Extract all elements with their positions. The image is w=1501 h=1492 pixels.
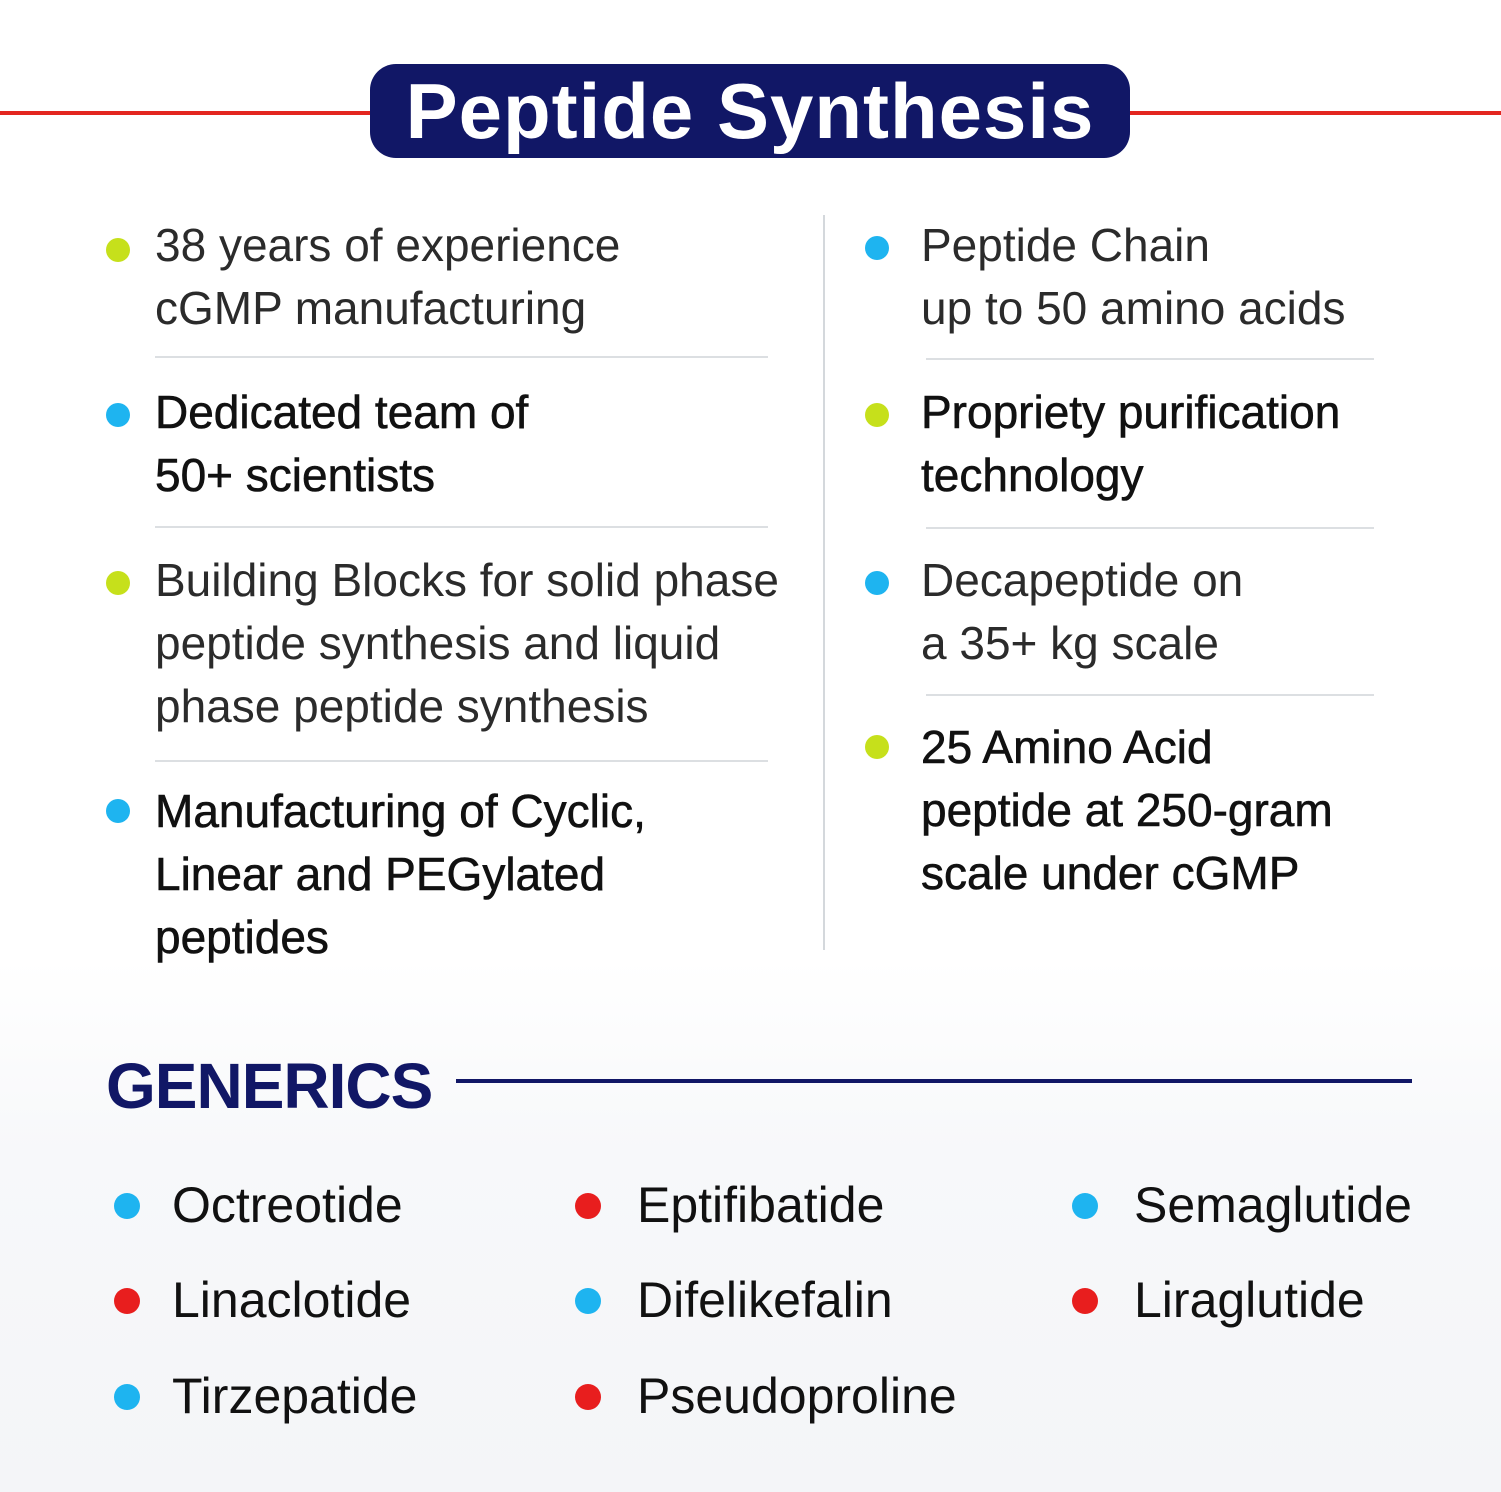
- column-divider: [823, 215, 825, 950]
- generics-heading: GENERICS: [106, 1050, 433, 1122]
- generic-name: Eptifibatide: [637, 1177, 885, 1233]
- feature-line: 38 years of experience: [155, 219, 621, 271]
- feature-line: 50+ scientists: [155, 449, 435, 501]
- bullet-dot-green: [865, 735, 889, 759]
- feature-line: Manufacturing of Cyclic,: [155, 785, 646, 837]
- generic-name: Difelikefalin: [637, 1272, 893, 1328]
- bullet-dot-blue: [114, 1193, 140, 1219]
- feature-line: up to 50 amino acids: [921, 282, 1346, 334]
- generic-name: Liraglutide: [1134, 1272, 1365, 1328]
- feature-line: technology: [921, 449, 1144, 501]
- feature-line: a 35+ kg scale: [921, 617, 1219, 669]
- feature-line: phase peptide synthesis: [155, 680, 649, 732]
- feature-line: peptide synthesis and liquid: [155, 617, 721, 669]
- header-rule-left: [0, 111, 380, 115]
- bullet-dot-blue: [114, 1384, 140, 1410]
- feature-line: Dedicated team of: [155, 386, 529, 438]
- feature-line: Peptide Chain: [921, 219, 1210, 271]
- generic-name: Linaclotide: [172, 1272, 412, 1328]
- bullet-dot-green: [106, 571, 130, 595]
- generic-name: Tirzepatide: [172, 1368, 418, 1424]
- bullet-dot-red: [114, 1288, 140, 1314]
- separator: [926, 358, 1374, 360]
- feature-line: Propriety purification: [921, 386, 1341, 438]
- separator: [155, 356, 768, 358]
- header-rule-right: [1120, 111, 1501, 115]
- feature-line: Building Blocks for solid phase: [155, 554, 779, 606]
- separator: [155, 760, 768, 762]
- page-title: Peptide Synthesis: [405, 67, 1095, 155]
- bullet-dot-red: [575, 1384, 601, 1410]
- bullet-dot-blue: [106, 799, 130, 823]
- bullet-dot-blue: [865, 571, 889, 595]
- bullet-dot-red: [575, 1193, 601, 1219]
- feature-line: 25 Amino Acid: [921, 721, 1213, 773]
- feature-line: peptide at 250-gram: [921, 784, 1333, 836]
- bullet-dot-blue: [865, 236, 889, 260]
- feature-line: scale under cGMP: [921, 847, 1300, 899]
- bullet-dot-red: [1072, 1288, 1098, 1314]
- generics-rule: [456, 1079, 1412, 1083]
- title-banner: [370, 64, 1130, 158]
- bullet-dot-blue: [106, 403, 130, 427]
- generic-name: Semaglutide: [1134, 1177, 1412, 1233]
- bullet-dot-blue: [1072, 1193, 1098, 1219]
- bullet-dot-green: [106, 238, 130, 262]
- separator: [155, 526, 768, 528]
- separator: [926, 527, 1374, 529]
- generic-name: Octreotide: [172, 1177, 403, 1233]
- bullet-dot-green: [865, 403, 889, 427]
- feature-line: cGMP manufacturing: [155, 282, 587, 334]
- feature-line: peptides: [155, 911, 329, 963]
- separator: [926, 694, 1374, 696]
- feature-line: Linear and PEGylated: [155, 848, 606, 900]
- feature-line: Decapeptide on: [921, 554, 1244, 606]
- bullet-dot-blue: [575, 1288, 601, 1314]
- generic-name: Pseudoproline: [637, 1368, 957, 1424]
